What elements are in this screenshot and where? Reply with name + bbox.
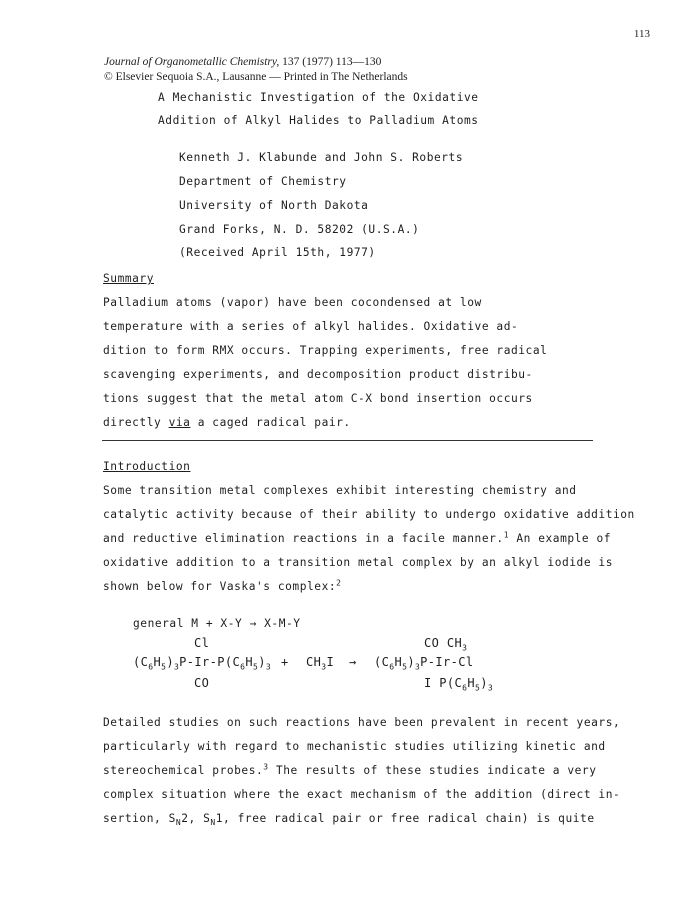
received-date: (Received April 15th, 1977) bbox=[179, 246, 376, 259]
affiliation-dept: Department of Chemistry bbox=[179, 175, 347, 188]
via-italic: via bbox=[168, 416, 191, 429]
footnote-ref-3: 3 bbox=[263, 762, 269, 772]
introduction-heading: Introduction bbox=[103, 460, 191, 473]
journal-name: Journal of Organometallic Chemistry, bbox=[104, 56, 280, 68]
intro-line: catalytic activity because of their ability to undergo oxidative addition bbox=[103, 508, 635, 521]
intro-line: shown below for Vaska's complex:$^2$ bbox=[103, 578, 342, 593]
summary-line: dition to form RMX occurs. Trapping experiments, free radical bbox=[103, 344, 548, 357]
intro-line: oxidative addition to a transition metal complex by an alkyl iodide is bbox=[103, 556, 613, 569]
reactant-co: CO bbox=[194, 676, 210, 690]
title-line-2: Addition of Alkyl Halides to Palladium Atoms bbox=[158, 114, 479, 127]
reactant-cl: Cl bbox=[194, 636, 210, 650]
intro-line: and reductive elimination reactions in a facile manner.$^1$ An example of bbox=[103, 530, 612, 545]
reaction-arrow: → bbox=[349, 655, 357, 669]
authors: Kenneth J. Klabunde and John S. Roberts bbox=[179, 151, 464, 164]
journal-citation bbox=[104, 56, 381, 68]
intro-line: particularly with regard to mechanistic studies utilizing kinetic and bbox=[103, 740, 606, 753]
summary-heading: Summary bbox=[103, 272, 154, 285]
reactant-formula: $(C_6H_5)_3P-Ir-P(C_6H_5)_3$ bbox=[133, 655, 272, 672]
affiliation-univ: University of North Dakota bbox=[179, 199, 369, 212]
intro-line: complex situation where the exact mechanism of the addition (direct in- bbox=[103, 788, 621, 801]
publisher-line: © Elsevier Sequoia S.A., Lausanne — Printed in The Netherlands bbox=[104, 71, 408, 83]
intro-line: Detailed studies on such reactions have been prevalent in recent years, bbox=[103, 716, 621, 729]
section-divider bbox=[102, 440, 593, 441]
summary-line-last: directly via a caged radical pair. bbox=[103, 416, 351, 429]
summary-line: tions suggest that the metal atom C-X bond insertion occurs bbox=[103, 392, 533, 405]
reaction-plus: + bbox=[281, 655, 289, 669]
footnote-ref-1: 1 bbox=[503, 530, 510, 540]
page-number: 113 bbox=[633, 28, 650, 40]
intro-line: sertion, $S_N2$, $S_N1$, free radical pair or free radical chain) is quite bbox=[103, 812, 595, 828]
general-equation: general M + X-Y → X-M-Y bbox=[133, 617, 301, 630]
summary-line: temperature with a series of alkyl halides. Oxidative ad- bbox=[103, 320, 519, 333]
journal-volume: 137 (1977) 113—130 bbox=[279, 56, 382, 68]
summary-line: scavenging experiments, and decomposition product distribu- bbox=[103, 368, 533, 381]
footnote-ref-2: 2 bbox=[336, 578, 342, 588]
intro-line: stereochemical probes.$^3$ The results of these studies indicate a very bbox=[103, 762, 597, 777]
title-line-1: A Mechanistic Investigation of the Oxidative bbox=[158, 91, 479, 104]
summary-line: Palladium atoms (vapor) have been cocondensed at low bbox=[103, 296, 482, 309]
product-co-ch3: CO $CH_3$ bbox=[424, 636, 468, 653]
product-formula: $(C_6H_5)_3P-Ir-Cl$ bbox=[374, 655, 474, 672]
product-i-pph3: I $P(C_6H_5)_3$ bbox=[424, 676, 494, 693]
methyl-iodide: $CH_3I$ bbox=[306, 655, 335, 672]
intro-line: Some transition metal complexes exhibit interesting chemistry and bbox=[103, 484, 577, 497]
affiliation-address: Grand Forks, N. D. 58202 (U.S.A.) bbox=[179, 223, 420, 236]
